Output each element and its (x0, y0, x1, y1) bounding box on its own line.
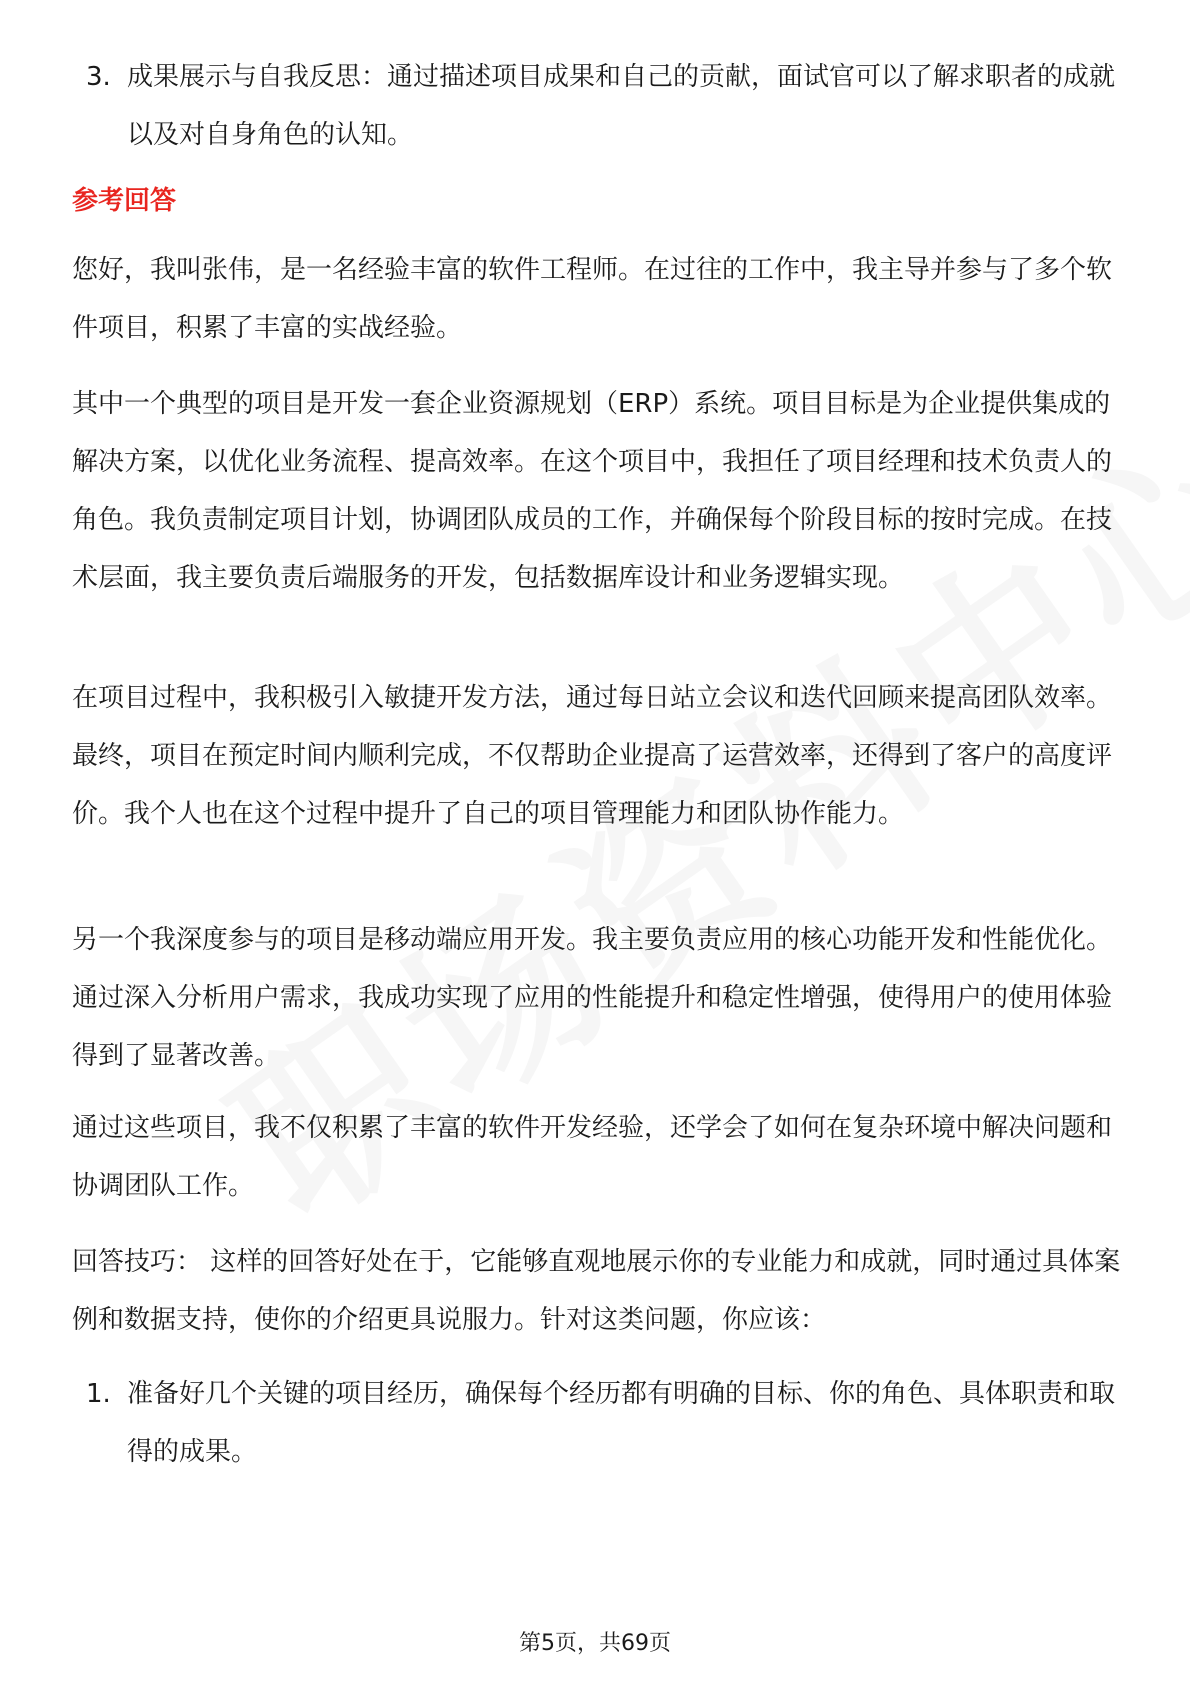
paragraph-tips: 回答技巧： 这样的回答好处在于，它能够直观地展示你的专业能力和成就，同时通过具体案例和数据支持，使你的介绍更具说服力。针对这类问题，你应该： (72, 1247, 1121, 1335)
list-number: 1. (86, 1379, 111, 1409)
list-item-1 (72, 1365, 1132, 1481)
paragraph-agile: 在项目过程中，我积极引入敏捷开发方法，通过每日站立会议和迭代回顾来提高团队效率。最终，项目在预定时间内顺利完成，不仅帮助企业提高了运营效率，还得到了客户的高度评价。我个人也在这个过程中提升了自己的项目管理能力和团队协作能力。 (72, 683, 1113, 829)
list-item-text: 成果展示与自我反思：通过描述项目成果和自己的贡献，面试官可以了解求职者的成就以及对自身角色的认知。 (127, 62, 1116, 150)
list-item-text: 准备好几个关键的项目经历，确保每个经历都有明确的目标、你的角色、具体职责和取得的成果。 (127, 1379, 1116, 1467)
paragraph-summary: 通过这些项目，我不仅积累了丰富的软件开发经验，还学会了如何在复杂环境中解决问题和协调团队工作。 (72, 1113, 1113, 1201)
paragraph-intro: 您好，我叫张伟，是一名经验丰富的软件工程师。在过往的工作中，我主导并参与了多个软件项目，积累了丰富的实战经验。 (72, 255, 1113, 343)
section-heading: 参考回答 (72, 186, 177, 216)
list-number: 3. (86, 62, 111, 92)
page-footer: 第5页，共69页 (519, 1631, 671, 1656)
paragraph-mobile-project: 另一个我深度参与的项目是移动端应用开发。我主要负责应用的核心功能开发和性能优化。通过深入分析用户需求，我成功实现了应用的性能提升和稳定性增强，使得用户的使用体验得到了显著改善。 (72, 925, 1113, 1071)
list-item-3 (72, 48, 1132, 164)
paragraph-erp-project: 其中一个典型的项目是开发一套企业资源规划（ERP）系统。项目目标是为企业提供集成的解决方案，以优化业务流程、提高效率。在这个项目中，我担任了项目经理和技术负责人的角色。我负责制定项目计划，协调团队成员的工作，并确保每个阶段目标的按时完成。在技术层面，我主要负责后端服务的开发，包括数据库设计和业务逻辑实现。 (72, 389, 1113, 593)
